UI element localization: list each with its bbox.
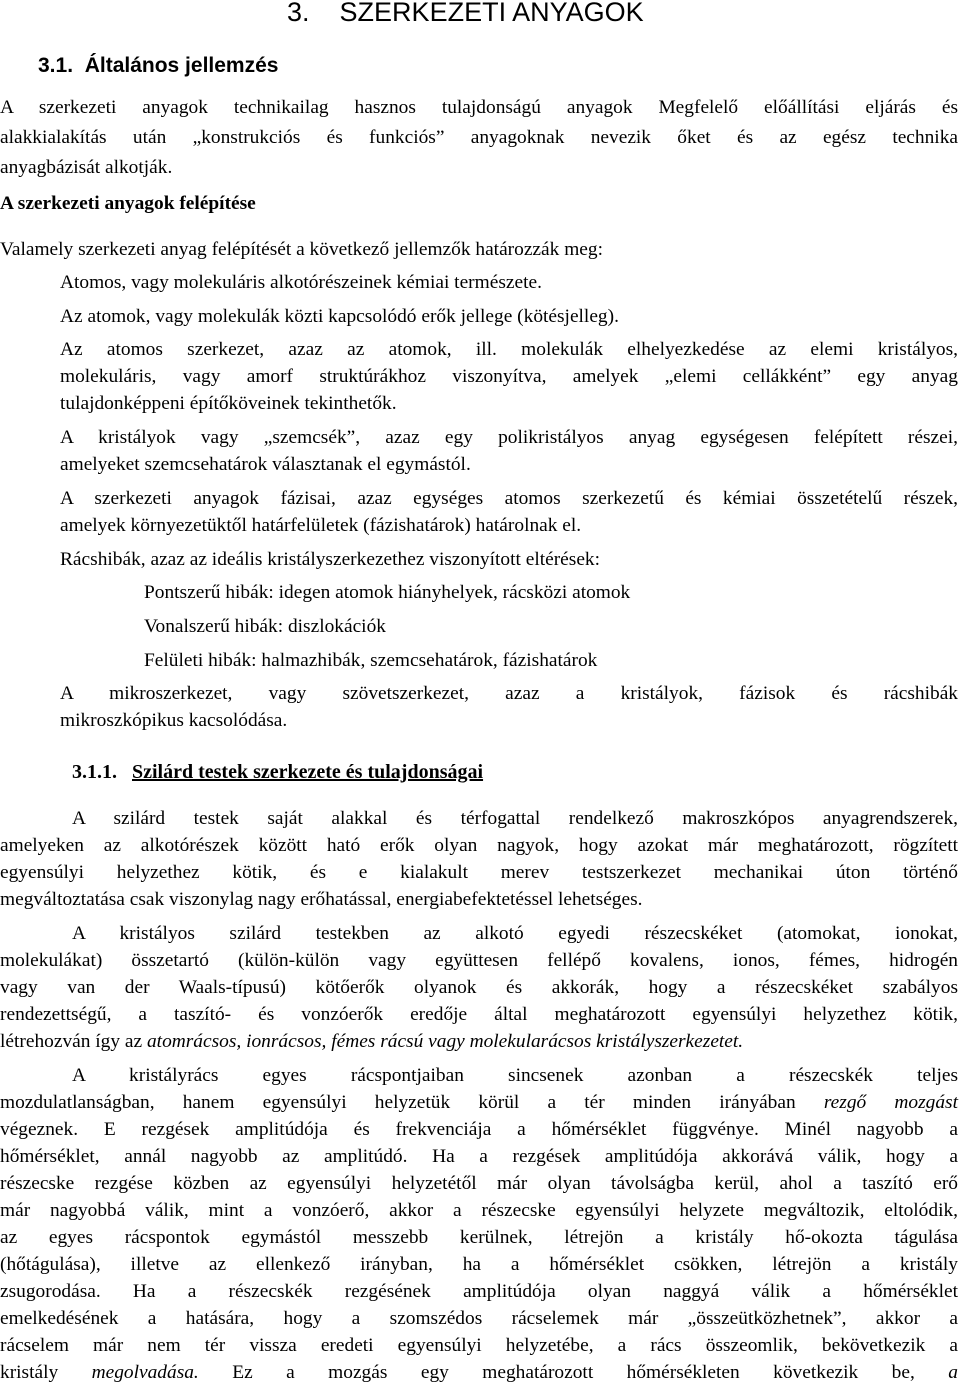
- para3-line-6: már nagyobbá válik, mint a vonzóerő, akkor a részecske egyensúlyi helyzete megváltozik, eltolódik,: [0, 1200, 958, 1221]
- para3-line-12-italic-2: a: [948, 1362, 958, 1383]
- characteristic-item-3-line-2: molekuláris, vagy amorf struktúrákhoz viszonyítva, amelyek „elemi cellákként” egy anyag: [60, 366, 958, 387]
- para2-line-5: [0, 1028, 743, 1055]
- section-title: Általános jellemzés: [84, 54, 279, 77]
- subsection-title: Szilárd testek szerkezete és tulajdonságai: [132, 761, 484, 783]
- intro-line-3: anyagbázisát alkotják.: [0, 157, 173, 178]
- para3-line-8: (hőtágulása), illetve az ellenkező irányban, ha a hőmérséklet csökken, létrejön a kristály: [0, 1254, 958, 1275]
- characteristic-item-3-line-3: tulajdonképpeni építőköveinek tekinthetők.: [60, 393, 397, 414]
- microstructure-line-2: mikroszkópikus kacsolódása.: [60, 710, 288, 731]
- characteristic-item-6: Rácshibák, azaz az ideális kristályszerkezethez viszonyított eltérések:: [60, 549, 601, 570]
- para2-line-1: A kristályos szilárd testekben az alkotó egyedi részecskéket (atomokat, ionokat,: [72, 923, 958, 944]
- defect-line: Vonalszerű hibák: diszlokációk: [144, 616, 386, 637]
- para3-line-9: zsugorodása. Ha a részecskék rezgésének amplitúdója olyan naggyá válik a hőmérséklet: [0, 1281, 958, 1302]
- para3-line-12-italic: megolvadása.: [91, 1362, 199, 1383]
- defect-surface: Felületi hibák: halmazhibák, szemcsehatárok, fázishatárok: [144, 650, 598, 671]
- para3-line-3: végeznek. E rezgések amplitúdója és frekvenciája a hőmérséklet függvénye. Minél nagyobb a: [0, 1119, 958, 1140]
- characteristic-item-4-line-2: amelyeket szemcsehatárok választanak el egymástól.: [60, 454, 471, 475]
- para3-line-1: A kristályrács egyes rácspontjaiban sincsenek azonban a részecskék teljes: [72, 1065, 958, 1086]
- characteristic-item-4-line-1: A kristályok vagy „szemcsék”, azaz egy polikristályos anyag egységesen felépített részei,: [60, 427, 958, 448]
- para3-line-4: hőmérséklet, annál nagyobb az amplitúdó. Ha a rezgések amplitúdója akkorává válik, hogy a: [0, 1146, 958, 1167]
- para3-line-2-italic: rezgő mozgást: [823, 1092, 958, 1113]
- para3-line-12-start: kristály: [0, 1362, 92, 1383]
- section-heading: [38, 52, 278, 79]
- para3-line-7: az egyes rácspontok egymástól messzebb kerülnek, létrejön a kristály hő-okozta tágulása: [0, 1227, 958, 1248]
- para3-line-5: részecske rezgése közben az egyensúlyi helyzetétől már olyan távolságba kerül, ahol a taszító erő: [0, 1173, 958, 1194]
- para3-line-2: [0, 1089, 958, 1116]
- subsection-number: 3.1.1.: [72, 761, 117, 783]
- intro-line-1: A szerkezeti anyagok technikailag hasznos tulajdonságú anyagok Megfelelő előállítási eljárás és: [0, 97, 958, 118]
- para3-line-2-start: mozdulatlanságban, hanem egyensúlyi helyzetük körül a tér minden irányában: [0, 1092, 824, 1113]
- para2-line-2: molekulákat) összetartó (külön-külön vagy együttesen fellépő kovalens, ionos, fémes, hidrogén: [0, 950, 958, 971]
- para3-line-11: rácselem már nem tér vissza eredeti egyensúlyi helyzetébe, a rács összeomlik, bekövetkezik a: [0, 1335, 958, 1356]
- para1-line-3: egyensúlyi helyzethez kötik, és e kialakult merev testszerkezet mechanikai úton történő: [0, 862, 958, 883]
- section-number: 3.1.: [38, 54, 74, 77]
- para3-line-12-end: Ez a mozgás egy meghatározott hőmérsékleten következik be,: [198, 1362, 949, 1383]
- microstructure-line-1: A mikroszerkezet, vagy szövetszerkezet, azaz a kristályok, fázisok és rácshibák: [60, 683, 958, 704]
- para2-line-5-italic: atomrácsos, ionrácsos, fémes rácsú vagy molekularácsos kristályszerkezetet.: [146, 1031, 744, 1052]
- defect-point: Pontszerű hibák: idegen atomok hiányhelyek, rácsközi atomok: [144, 582, 631, 603]
- intro-line-2: alakkialakítás után „konstrukciós és funkciós” anyagoknak nevezik őket és az egész technika: [0, 127, 958, 148]
- para2-line-3: vagy van der Waals-típusú) kötőerők olyanok és akkorák, hogy a részecskéket szabályos: [0, 977, 958, 998]
- para3-line-12: [0, 1359, 958, 1386]
- characteristic-item-5-line-1: A szerkezeti anyagok fázisai, azaz egységes atomos szerkezetű és kémiai összetételű részek,: [60, 488, 958, 509]
- para2-line-4: rendezettségű, a taszító- és vonzóerők eredője által meghatározott egyensúlyi helyzethez kötik,: [0, 1004, 958, 1025]
- characteristic-item-3-line-1: Az atomos szerkezet, azaz az atomok, ill. molekulák elhelyezkedése az elemi kristályos,: [60, 339, 958, 360]
- para2-line-5-start: létrehozván így az: [0, 1031, 147, 1052]
- chapter-heading: [287, 0, 644, 27]
- chapter-title: SZERKEZETI ANYAGOK: [339, 0, 644, 27]
- para1-line-2: amelyeken az alkotórészek között ható erők olyan nagyok, hogy azokat már meghatározott, rögzített: [0, 835, 958, 856]
- structure-lead: Valamely szerkezeti anyag felépítését a következő jellemzők határozzák meg:: [0, 239, 603, 260]
- subsection-heading: [72, 759, 483, 786]
- characteristic-item-5-line-2: amelyek környezetüktől határfelületek (fázishatárok) határolnak el.: [60, 515, 582, 536]
- para3-line-10: emelkedésének a hatására, hogy a szomszédos rácselemek már „összeütközhetnek”, akkor a: [0, 1308, 958, 1329]
- para1-line-4: megváltoztatása csak viszonylag nagy erőhatással, energiabefektetéssel lehetséges.: [0, 889, 643, 910]
- characteristic-item-1: Atomos, vagy molekuláris alkotórészeinek kémiai természete.: [60, 272, 542, 293]
- characteristic-item-2: Az atomok, vagy molekulák közti kapcsolódó erők jellege (kötésjelleg).: [60, 306, 619, 327]
- structure-heading: A szerkezeti anyagok felépítése: [0, 193, 256, 214]
- para1-line-1: A szilárd testek saját alakkal és térfogattal rendelkező makroszkópos anyagrendszerek,: [72, 808, 958, 829]
- chapter-number: 3.: [287, 0, 310, 27]
